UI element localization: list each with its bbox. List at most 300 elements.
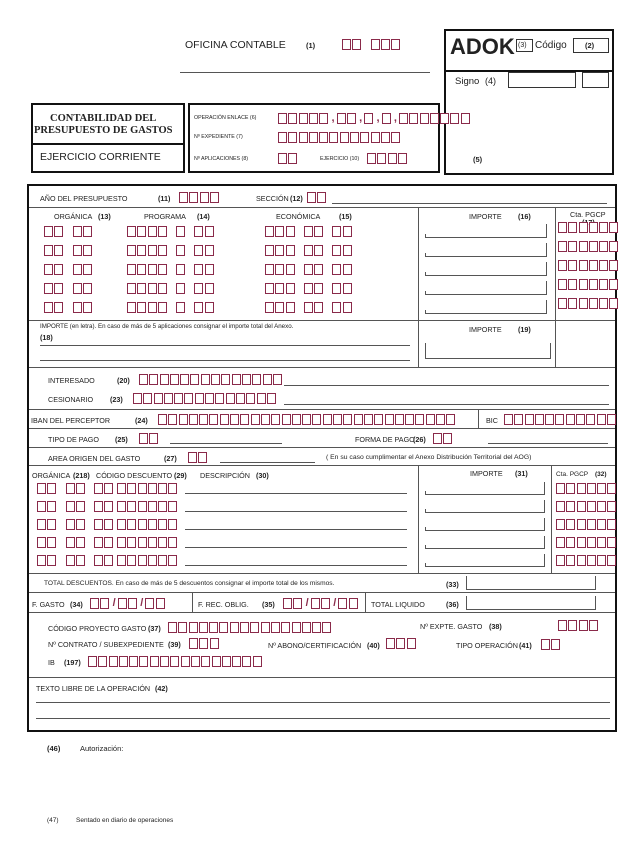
input-cell[interactable] — [226, 393, 235, 404]
input-cell[interactable] — [405, 414, 414, 425]
signo-field-2[interactable] — [582, 72, 609, 88]
organica-cells-row-5[interactable] — [44, 302, 93, 313]
input-cell[interactable] — [589, 222, 598, 233]
input-cell[interactable] — [158, 302, 167, 313]
input-cell[interactable] — [286, 226, 295, 237]
input-cell[interactable] — [94, 537, 103, 548]
input-cell[interactable] — [589, 260, 598, 271]
input-cell[interactable] — [189, 414, 198, 425]
input-cell[interactable] — [607, 555, 616, 566]
input-cell[interactable] — [242, 656, 251, 667]
programa-cells-row-3[interactable] — [127, 264, 215, 275]
input-cell[interactable] — [47, 555, 56, 566]
input-cell[interactable] — [314, 226, 323, 237]
input-cell[interactable] — [504, 414, 513, 425]
input-cell[interactable] — [314, 283, 323, 294]
importe-letra-line-1[interactable] — [40, 345, 410, 346]
input-cell[interactable] — [212, 656, 221, 667]
input-cell[interactable] — [158, 555, 167, 566]
input-cell[interactable] — [230, 622, 239, 633]
input-cell[interactable] — [577, 483, 586, 494]
descripcion-line-row-3[interactable] — [185, 529, 407, 530]
input-cell[interactable] — [98, 656, 107, 667]
programa-cells-row-4[interactable] — [127, 283, 215, 294]
input-cell[interactable] — [148, 519, 157, 530]
input-cell[interactable] — [148, 226, 157, 237]
input-cell[interactable] — [281, 622, 290, 633]
fecha-rec-cells[interactable]: / / — [283, 598, 359, 609]
input-cell[interactable] — [286, 302, 295, 313]
input-cell[interactable] — [83, 302, 92, 313]
input-cell[interactable] — [117, 537, 126, 548]
input-cell[interactable] — [138, 483, 147, 494]
input-cell[interactable] — [579, 241, 588, 252]
input-cell[interactable] — [599, 279, 608, 290]
input-cell[interactable] — [73, 283, 82, 294]
total-descuentos-field[interactable] — [466, 576, 596, 590]
input-cell[interactable] — [201, 656, 210, 667]
importe-31-field-row-1[interactable] — [425, 482, 545, 495]
input-cell[interactable] — [104, 555, 113, 566]
input-cell[interactable] — [158, 264, 167, 275]
input-cell[interactable] — [209, 414, 218, 425]
input-cell[interactable] — [176, 283, 185, 294]
input-cell[interactable] — [525, 414, 534, 425]
bic-cells[interactable] — [504, 414, 617, 425]
input-cell[interactable] — [332, 264, 341, 275]
input-cell[interactable] — [194, 302, 203, 313]
input-cell[interactable] — [127, 264, 136, 275]
input-cell[interactable] — [597, 519, 606, 530]
input-cell[interactable] — [138, 519, 147, 530]
input-cell[interactable] — [568, 260, 577, 271]
input-cell[interactable] — [587, 501, 596, 512]
tipo-pago-underline[interactable] — [170, 443, 282, 444]
input-cell[interactable] — [76, 555, 85, 566]
input-cell[interactable] — [158, 519, 167, 530]
input-cell[interactable] — [302, 622, 311, 633]
desc-codigo-cells-row-5[interactable] — [117, 555, 179, 566]
input-cell[interactable] — [127, 245, 136, 256]
input-cell[interactable] — [117, 501, 126, 512]
cta-pgcp-cells-row-4[interactable] — [558, 279, 620, 290]
input-cell[interactable] — [374, 414, 383, 425]
input-cell[interactable] — [304, 302, 313, 313]
input-cell[interactable] — [73, 245, 82, 256]
input-cell[interactable] — [232, 656, 241, 667]
input-cell[interactable] — [148, 537, 157, 548]
input-cell[interactable] — [174, 393, 183, 404]
input-cell[interactable] — [556, 501, 565, 512]
cta-pgcp-32-cells-row-5[interactable] — [556, 555, 618, 566]
input-cell[interactable] — [138, 501, 147, 512]
cta-pgcp-32-cells-row-1[interactable] — [556, 483, 618, 494]
economica-cells-row-4[interactable] — [265, 283, 353, 294]
input-cell[interactable] — [158, 226, 167, 237]
input-cell[interactable] — [194, 226, 203, 237]
operacion-enlace-cells[interactable]: , , , , — [278, 113, 471, 124]
input-cell[interactable] — [205, 393, 214, 404]
input-cell[interactable] — [579, 260, 588, 271]
input-cell[interactable] — [205, 302, 214, 313]
input-cell[interactable] — [127, 555, 136, 566]
input-cell[interactable] — [343, 264, 352, 275]
importe-31-field-row-2[interactable] — [425, 500, 545, 513]
input-cell[interactable] — [129, 656, 138, 667]
input-cell[interactable] — [184, 393, 193, 404]
input-cell[interactable] — [168, 555, 177, 566]
input-cell[interactable] — [168, 483, 177, 494]
input-cell[interactable] — [545, 414, 554, 425]
input-cell[interactable] — [587, 483, 596, 494]
tipo-operacion-cells[interactable] — [541, 639, 562, 650]
input-cell[interactable] — [138, 537, 147, 548]
input-cell[interactable] — [343, 302, 352, 313]
desc-codigo-cells-row-4[interactable] — [117, 537, 179, 548]
input-cell[interactable] — [83, 283, 92, 294]
input-cell[interactable] — [599, 298, 608, 309]
input-cell[interactable] — [314, 302, 323, 313]
area-origen-underline[interactable] — [220, 462, 315, 463]
importe-16-field-row-4[interactable] — [425, 281, 547, 295]
input-cell[interactable] — [252, 374, 261, 385]
input-cell[interactable] — [261, 622, 270, 633]
economica-cells-row-2[interactable] — [265, 245, 353, 256]
desc-codigo-cells-row-2[interactable] — [117, 501, 179, 512]
input-cell[interactable] — [158, 483, 167, 494]
input-cell[interactable] — [127, 519, 136, 530]
ano-presupuesto-cells[interactable] — [179, 192, 220, 203]
importe-31-field-row-4[interactable] — [425, 536, 545, 549]
input-cell[interactable] — [314, 264, 323, 275]
input-cell[interactable] — [47, 519, 56, 530]
organica-cells-row-2[interactable] — [44, 245, 93, 256]
input-cell[interactable] — [577, 519, 586, 530]
cta-pgcp-cells-row-1[interactable] — [558, 222, 620, 233]
input-cell[interactable] — [117, 555, 126, 566]
input-cell[interactable] — [109, 656, 118, 667]
input-cell[interactable] — [191, 656, 200, 667]
input-cell[interactable] — [137, 283, 146, 294]
input-cell[interactable] — [37, 537, 46, 548]
input-cell[interactable] — [54, 264, 63, 275]
desc-codigo-cells-row-3[interactable] — [117, 519, 179, 530]
input-cell[interactable] — [181, 656, 190, 667]
input-cell[interactable] — [446, 414, 455, 425]
input-cell[interactable] — [73, 226, 82, 237]
input-cell[interactable] — [220, 414, 229, 425]
texto-libre-line-2[interactable] — [36, 718, 610, 719]
input-cell[interactable] — [194, 264, 203, 275]
abono-cells[interactable] — [386, 638, 417, 649]
input-cell[interactable] — [271, 622, 280, 633]
importe-letra-line-2[interactable] — [40, 360, 410, 361]
input-cell[interactable] — [178, 622, 187, 633]
organica-cells-row-4[interactable] — [44, 283, 93, 294]
importe-31-field-row-3[interactable] — [425, 518, 545, 531]
input-cell[interactable] — [395, 414, 404, 425]
input-cell[interactable] — [94, 501, 103, 512]
input-cell[interactable] — [265, 245, 274, 256]
input-cell[interactable] — [195, 393, 204, 404]
input-cell[interactable] — [176, 264, 185, 275]
input-cell[interactable] — [199, 622, 208, 633]
input-cell[interactable] — [154, 393, 163, 404]
input-cell[interactable] — [589, 298, 598, 309]
input-cell[interactable] — [205, 283, 214, 294]
input-cell[interactable] — [83, 226, 92, 237]
input-cell[interactable] — [599, 241, 608, 252]
input-cell[interactable] — [576, 414, 585, 425]
input-cell[interactable] — [265, 264, 274, 275]
interesado-cells[interactable] — [139, 374, 283, 385]
input-cell[interactable] — [194, 283, 203, 294]
input-cell[interactable] — [364, 414, 373, 425]
input-cell[interactable] — [190, 374, 199, 385]
input-cell[interactable] — [240, 622, 249, 633]
input-cell[interactable] — [556, 537, 565, 548]
input-cell[interactable] — [566, 555, 575, 566]
input-cell[interactable] — [332, 302, 341, 313]
input-cell[interactable] — [176, 226, 185, 237]
input-cell[interactable] — [205, 264, 214, 275]
input-cell[interactable] — [343, 245, 352, 256]
iban-cells[interactable] — [158, 414, 457, 425]
input-cell[interactable] — [127, 483, 136, 494]
input-cell[interactable] — [265, 283, 274, 294]
input-cell[interactable] — [158, 501, 167, 512]
cesionario-cells[interactable] — [133, 393, 277, 404]
input-cell[interactable] — [54, 302, 63, 313]
input-cell[interactable] — [304, 245, 313, 256]
economica-cells-row-5[interactable] — [265, 302, 353, 313]
input-cell[interactable] — [275, 245, 284, 256]
input-cell[interactable] — [148, 245, 157, 256]
input-cell[interactable] — [88, 656, 97, 667]
input-cell[interactable] — [94, 555, 103, 566]
input-cell[interactable] — [579, 298, 588, 309]
economica-cells-row-3[interactable] — [265, 264, 353, 275]
input-cell[interactable] — [246, 393, 255, 404]
interesado-underline[interactable] — [284, 385, 609, 386]
input-cell[interactable] — [599, 260, 608, 271]
input-cell[interactable] — [66, 501, 75, 512]
input-cell[interactable] — [199, 414, 208, 425]
input-cell[interactable] — [180, 374, 189, 385]
input-cell[interactable] — [265, 226, 274, 237]
codigo-proyecto-cells[interactable] — [168, 622, 333, 633]
input-cell[interactable] — [436, 414, 445, 425]
input-cell[interactable] — [354, 414, 363, 425]
desc-organica-cells-row-2[interactable] — [37, 501, 115, 512]
input-cell[interactable] — [160, 656, 169, 667]
cesionario-underline[interactable] — [284, 404, 609, 405]
input-cell[interactable] — [577, 537, 586, 548]
desc-codigo-cells-row-1[interactable] — [117, 483, 179, 494]
input-cell[interactable] — [322, 622, 331, 633]
input-cell[interactable] — [577, 501, 586, 512]
desc-organica-cells-row-5[interactable] — [37, 555, 115, 566]
input-cell[interactable] — [566, 501, 575, 512]
importe-19-field[interactable] — [425, 343, 550, 359]
input-cell[interactable] — [37, 519, 46, 530]
input-cell[interactable] — [261, 414, 270, 425]
input-cell[interactable] — [168, 519, 177, 530]
input-cell[interactable] — [137, 264, 146, 275]
input-cell[interactable] — [137, 245, 146, 256]
input-cell[interactable] — [94, 519, 103, 530]
input-cell[interactable] — [127, 537, 136, 548]
programa-cells-row-1[interactable] — [127, 226, 215, 237]
input-cell[interactable] — [240, 414, 249, 425]
input-cell[interactable] — [66, 483, 75, 494]
input-cell[interactable] — [47, 501, 56, 512]
input-cell[interactable] — [194, 245, 203, 256]
input-cell[interactable] — [343, 414, 352, 425]
input-cell[interactable] — [343, 226, 352, 237]
input-cell[interactable] — [304, 226, 313, 237]
input-cell[interactable] — [127, 501, 136, 512]
input-cell[interactable] — [143, 393, 152, 404]
importe-16-field-row-5[interactable] — [425, 300, 547, 314]
input-cell[interactable] — [250, 622, 259, 633]
input-cell[interactable] — [267, 393, 276, 404]
input-cell[interactable] — [302, 414, 311, 425]
input-cell[interactable] — [158, 537, 167, 548]
programa-cells-row-2[interactable] — [127, 245, 215, 256]
ejercicio-cells[interactable] — [367, 153, 408, 164]
input-cell[interactable] — [263, 374, 272, 385]
input-cell[interactable] — [137, 302, 146, 313]
input-cell[interactable] — [37, 483, 46, 494]
input-cell[interactable] — [599, 222, 608, 233]
input-cell[interactable] — [148, 264, 157, 275]
input-cell[interactable] — [514, 414, 523, 425]
input-cell[interactable] — [176, 302, 185, 313]
input-cell[interactable] — [150, 656, 159, 667]
input-cell[interactable] — [609, 298, 618, 309]
input-cell[interactable] — [271, 414, 280, 425]
input-cell[interactable] — [104, 483, 113, 494]
expediente-cells[interactable] — [278, 132, 402, 143]
input-cell[interactable] — [221, 374, 230, 385]
input-cell[interactable] — [323, 414, 332, 425]
input-cell[interactable] — [385, 414, 394, 425]
cta-pgcp-cells-row-3[interactable] — [558, 260, 620, 271]
input-cell[interactable] — [242, 374, 251, 385]
organica-cells-row-1[interactable] — [44, 226, 93, 237]
organica-cells-row-3[interactable] — [44, 264, 93, 275]
contrato-cells[interactable] — [189, 638, 220, 649]
input-cell[interactable] — [253, 656, 262, 667]
input-cell[interactable] — [587, 519, 596, 530]
input-cell[interactable] — [556, 555, 565, 566]
input-cell[interactable] — [257, 393, 266, 404]
input-cell[interactable] — [44, 283, 53, 294]
input-cell[interactable] — [589, 279, 598, 290]
input-cell[interactable] — [127, 283, 136, 294]
input-cell[interactable] — [415, 414, 424, 425]
input-cell[interactable] — [566, 519, 575, 530]
forma-pago-underline[interactable] — [488, 443, 608, 444]
input-cell[interactable] — [47, 483, 56, 494]
input-cell[interactable] — [104, 519, 113, 530]
input-cell[interactable] — [558, 241, 567, 252]
input-cell[interactable] — [558, 222, 567, 233]
input-cell[interactable] — [275, 264, 284, 275]
input-cell[interactable] — [558, 298, 567, 309]
ib-cells[interactable] — [88, 656, 263, 667]
input-cell[interactable] — [589, 241, 598, 252]
input-cell[interactable] — [332, 226, 341, 237]
descripcion-line-row-4[interactable] — [185, 547, 407, 548]
input-cell[interactable] — [66, 537, 75, 548]
input-cell[interactable] — [83, 264, 92, 275]
input-cell[interactable] — [189, 622, 198, 633]
input-cell[interactable] — [44, 302, 53, 313]
input-cell[interactable] — [587, 555, 596, 566]
input-cell[interactable] — [83, 245, 92, 256]
input-cell[interactable] — [579, 222, 588, 233]
input-cell[interactable] — [66, 519, 75, 530]
input-cell[interactable] — [138, 555, 147, 566]
input-cell[interactable] — [215, 393, 224, 404]
input-cell[interactable] — [556, 519, 565, 530]
input-cell[interactable] — [587, 537, 596, 548]
input-cell[interactable] — [148, 501, 157, 512]
input-cell[interactable] — [54, 226, 63, 237]
input-cell[interactable] — [312, 414, 321, 425]
input-cell[interactable] — [343, 283, 352, 294]
cta-pgcp-32-cells-row-2[interactable] — [556, 501, 618, 512]
input-cell[interactable] — [76, 537, 85, 548]
input-cell[interactable] — [158, 245, 167, 256]
economica-cells-row-1[interactable] — [265, 226, 353, 237]
input-cell[interactable] — [597, 414, 606, 425]
descripcion-line-row-5[interactable] — [185, 565, 407, 566]
texto-libre-line-1[interactable] — [36, 702, 610, 703]
input-cell[interactable] — [66, 555, 75, 566]
input-cell[interactable] — [158, 283, 167, 294]
input-cell[interactable] — [170, 656, 179, 667]
fecha-gasto-cells[interactable]: / / — [90, 598, 166, 609]
input-cell[interactable] — [556, 483, 565, 494]
input-cell[interactable] — [222, 656, 231, 667]
importe-31-field-row-5[interactable] — [425, 554, 545, 567]
input-cell[interactable] — [609, 260, 618, 271]
input-cell[interactable] — [577, 555, 586, 566]
input-cell[interactable] — [137, 226, 146, 237]
input-cell[interactable] — [117, 483, 126, 494]
descripcion-line-row-2[interactable] — [185, 511, 407, 512]
seccion-cells[interactable] — [307, 192, 328, 203]
importe-16-field-row-1[interactable] — [425, 224, 547, 238]
aplicaciones-cells[interactable] — [278, 153, 299, 164]
input-cell[interactable] — [54, 283, 63, 294]
input-cell[interactable] — [314, 245, 323, 256]
input-cell[interactable] — [37, 501, 46, 512]
input-cell[interactable] — [211, 374, 220, 385]
input-cell[interactable] — [117, 519, 126, 530]
input-cell[interactable] — [566, 414, 575, 425]
input-cell[interactable] — [164, 393, 173, 404]
input-cell[interactable] — [535, 414, 544, 425]
desc-organica-cells-row-1[interactable] — [37, 483, 115, 494]
input-cell[interactable] — [94, 483, 103, 494]
input-cell[interactable] — [273, 374, 282, 385]
input-cell[interactable] — [607, 519, 616, 530]
input-cell[interactable] — [566, 537, 575, 548]
